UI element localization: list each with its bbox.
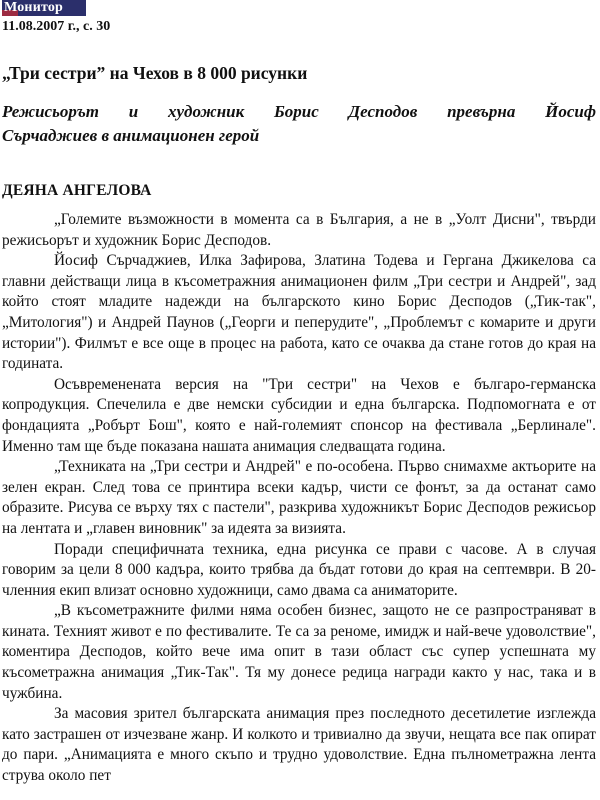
subheadline-line-1: Режисьорът и художник Борис Десподов превърна Йосиф [2,102,596,121]
publication-date-page: 11.08.2007 г., с. 30 [2,19,111,34]
article-headline: „Три сестри” на Чехов в 8 000 рисунки [2,63,308,83]
paragraph: „В късометражните филми няма особен бизнес, защото не се разпространяват в кината. Техният живот е по фестивалите. Те са за реноме, имидж и най-вече удоволствие", коментира Десподов, който вече има опит в тази област със супер успешната му късометражна анимация „Тик-Так". Тя му донесе редица награди както у нас, така и в чужбина. [2,602,596,702]
subheadline-line-2: Сърчаджиев в анимационен герой [2,126,260,145]
article-author: ДЕЯНА АНГЕЛОВА [2,182,152,199]
paragraph: „Големите възможности в момента са в България, а не в „Уолт Дисни", твърди режисьорът и художник Борис Десподов. [2,211,596,249]
publication-name: Монитор [4,0,64,15]
paragraph: Осъвременената версия на "Три сестри" на Чехов е българо-германска копродукция. Спечелила е две немски субсидии и една българска. Подпомогната е от фондацията „Робърт Бош", която е най-големият спонсор на фестивала „Берлинале". Именно там ще бъде показана нашата анимация следващата година. [2,375,596,455]
publication-logo [2,0,86,16]
paragraph: Йосиф Сърчаджиев, Илка Зафирова, Златина Тодева и Гергана Джикелова са главни действащи лица в късометражния анимационен филм „Три сестри и Андрей", зад който стоят младите надежди на българското кино Борис Десподов („Тик-так", „Митология") и Андрей Паунов („Георги и пеперудите", „Проблемът с комарите и други истории"). Филмът е все още в процес на работа, като се очаква да стане готов до края на годината. [2,252,596,373]
article-body [2,210,596,787]
paragraph: За масовия зрител българската анимация през последното десетилетие изглежда като застрашен от изчезване жанр. И колкото и тривиално да звучи, нещата все пак опират до пари. „Анимацията е много скъпо и трудно удоволствие. Една пълнометражна лента струва около пет [2,705,596,785]
article-subheadline [2,100,596,148]
paragraph: „Техниката на „Три сестри и Андрей" е по-особена. Първо снимахме актьорите на зелен екран. След това се принтира всеки кадър, чисти се фонът, за да останат само образите. Рисува се върху тях с пастели", разкрива художникът Борис Десподов режисьор на лентата и „главен виновник" за идеята за визията. [2,458,596,537]
paragraph: Поради специфичната техника, една рисунка се прави с часове. А в случая говорим за цели 8 000 кадъра, които трябва да бъдат готови до края на септември. В 20-членния екип влизат основно художници, само двама са аниматорите. [2,540,596,599]
